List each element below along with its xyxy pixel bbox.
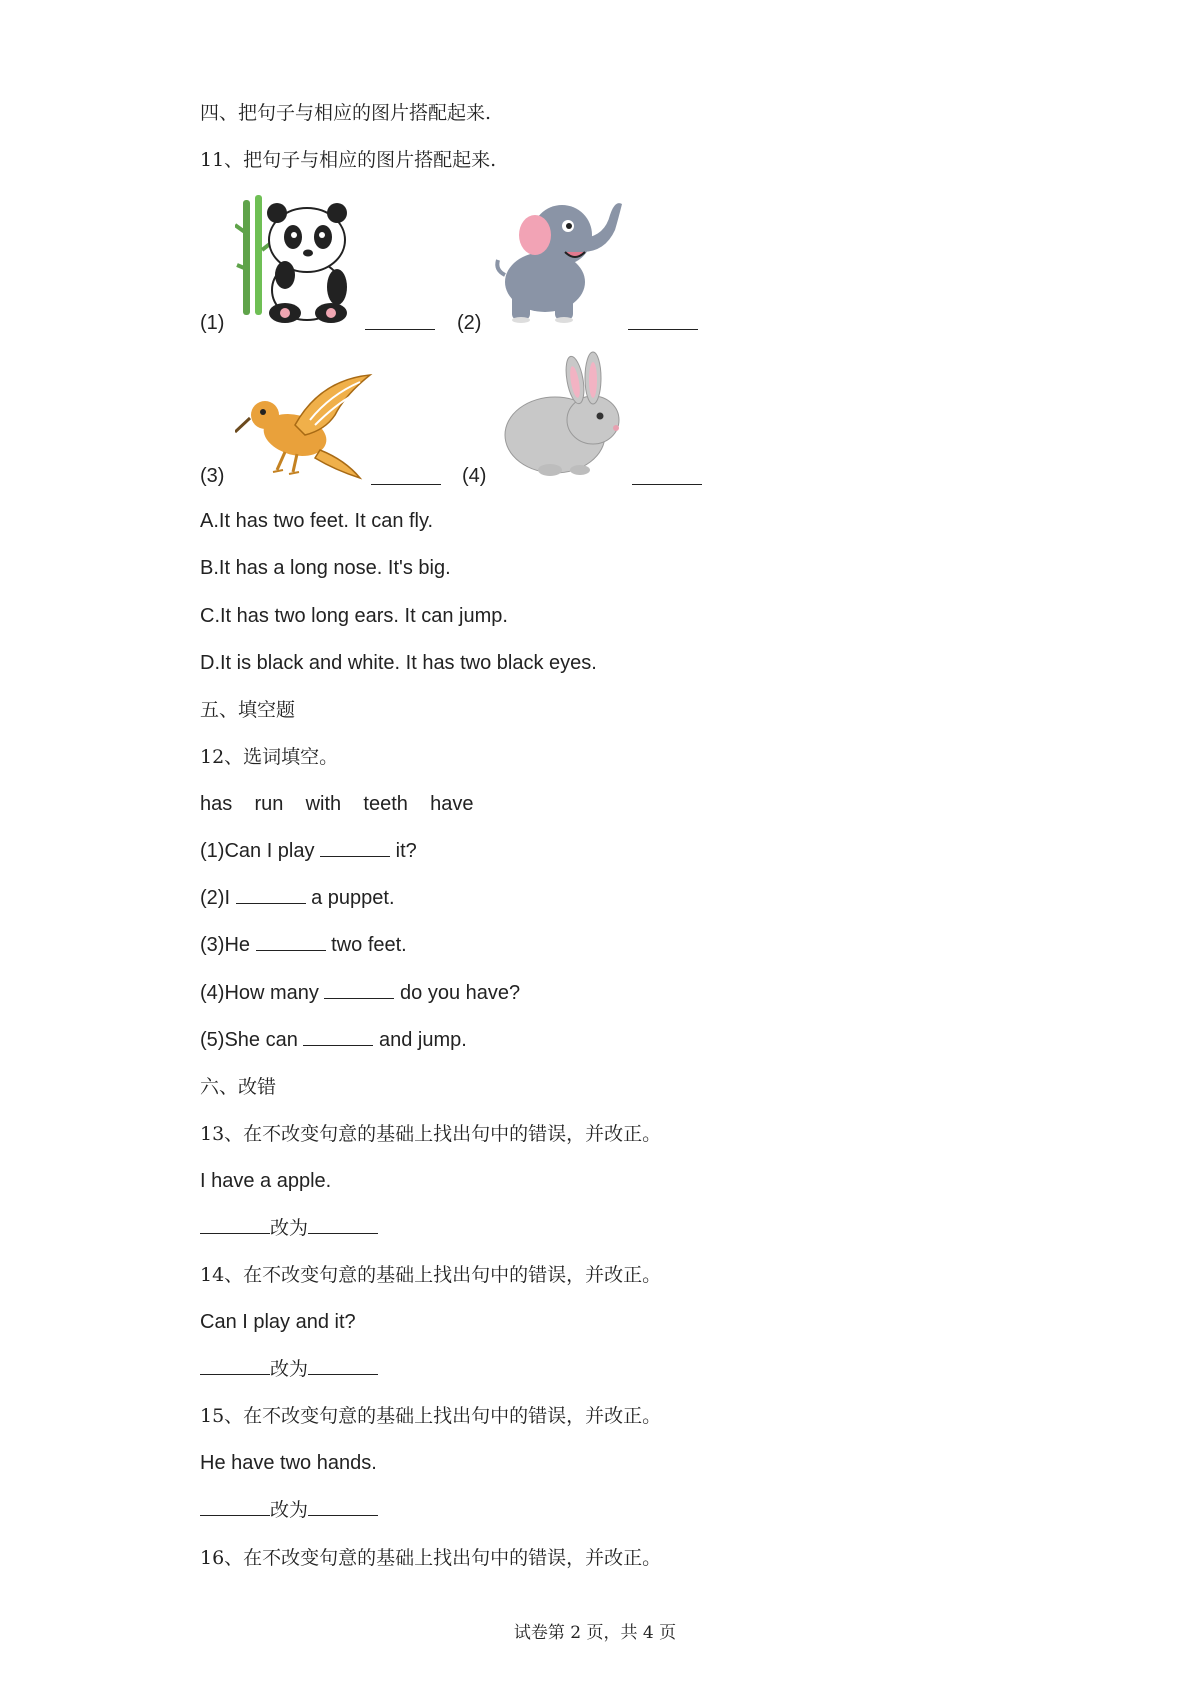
wrong-blank[interactable] bbox=[200, 1497, 270, 1516]
q13-prompt: 13、在不改变句意的基础上找出句中的错误，并改正。 bbox=[200, 1123, 662, 1145]
picture-label: (3) bbox=[200, 465, 225, 487]
picture-label: (2) bbox=[457, 312, 482, 334]
correction-row: 改为 bbox=[200, 1497, 378, 1523]
option-a: A.It has two feet. It can fly. bbox=[200, 510, 434, 532]
fill-item-4: (4)How many do you have? bbox=[200, 982, 521, 1004]
fill-item-3: (3)He two feet. bbox=[200, 934, 407, 956]
correction-row: 改为 bbox=[200, 1215, 378, 1241]
option-c: C.It has two long ears. It can jump. bbox=[200, 605, 508, 627]
section5-heading: 五、填空题 bbox=[200, 699, 296, 721]
section4-heading: 四、把句子与相应的图片搭配起来. bbox=[200, 102, 492, 124]
fill-blank[interactable] bbox=[320, 838, 390, 857]
fill-blank[interactable] bbox=[256, 932, 326, 951]
fill-blank[interactable] bbox=[324, 980, 394, 999]
wrong-blank[interactable] bbox=[200, 1215, 270, 1234]
correct-blank[interactable] bbox=[308, 1356, 378, 1375]
section6-heading: 六、改错 bbox=[200, 1076, 277, 1098]
q15-sentence: He have two hands. bbox=[200, 1452, 377, 1474]
q14-prompt: 14、在不改变句意的基础上找出句中的错误，并改正。 bbox=[200, 1264, 662, 1286]
q15-prompt: 15、在不改变句意的基础上找出句中的错误，并改正。 bbox=[200, 1405, 662, 1427]
answer-blank[interactable] bbox=[371, 482, 441, 485]
fill-item-2: (2)I a puppet. bbox=[200, 887, 395, 909]
picture-label: (1) bbox=[200, 312, 225, 334]
word-bank: has run with teeth have bbox=[200, 793, 474, 815]
answer-blank[interactable] bbox=[628, 327, 698, 330]
elephant-icon bbox=[490, 190, 630, 330]
fill-item-5: (5)She can and jump. bbox=[200, 1029, 467, 1051]
answer-blank[interactable] bbox=[632, 482, 702, 485]
fill-blank[interactable] bbox=[236, 885, 306, 904]
panda-icon bbox=[235, 195, 365, 325]
q13-sentence: I have a apple. bbox=[200, 1170, 332, 1192]
bird-icon bbox=[235, 370, 375, 485]
q12-prompt: 12、选词填空。 bbox=[200, 746, 339, 768]
wrong-blank[interactable] bbox=[200, 1356, 270, 1375]
q11-prompt: 11、把句子与相应的图片搭配起来. bbox=[200, 149, 497, 171]
correction-row: 改为 bbox=[200, 1356, 378, 1382]
picture-label: (4) bbox=[462, 465, 487, 487]
option-d: D.It is black and white. It has two black eyes. bbox=[200, 652, 597, 674]
fill-blank[interactable] bbox=[303, 1027, 373, 1046]
q14-sentence: Can I play and it? bbox=[200, 1311, 356, 1333]
page-footer: 试卷第 2 页，共 4 页 bbox=[513, 1623, 677, 1643]
answer-blank[interactable] bbox=[365, 327, 435, 330]
rabbit-icon bbox=[495, 350, 635, 485]
q16-prompt: 16、在不改变句意的基础上找出句中的错误，并改正。 bbox=[200, 1547, 662, 1569]
fill-item-1: (1)Can I play it? bbox=[200, 840, 417, 862]
option-b: B.It has a long nose. It's big. bbox=[200, 557, 451, 579]
correct-blank[interactable] bbox=[308, 1215, 378, 1234]
correct-blank[interactable] bbox=[308, 1497, 378, 1516]
